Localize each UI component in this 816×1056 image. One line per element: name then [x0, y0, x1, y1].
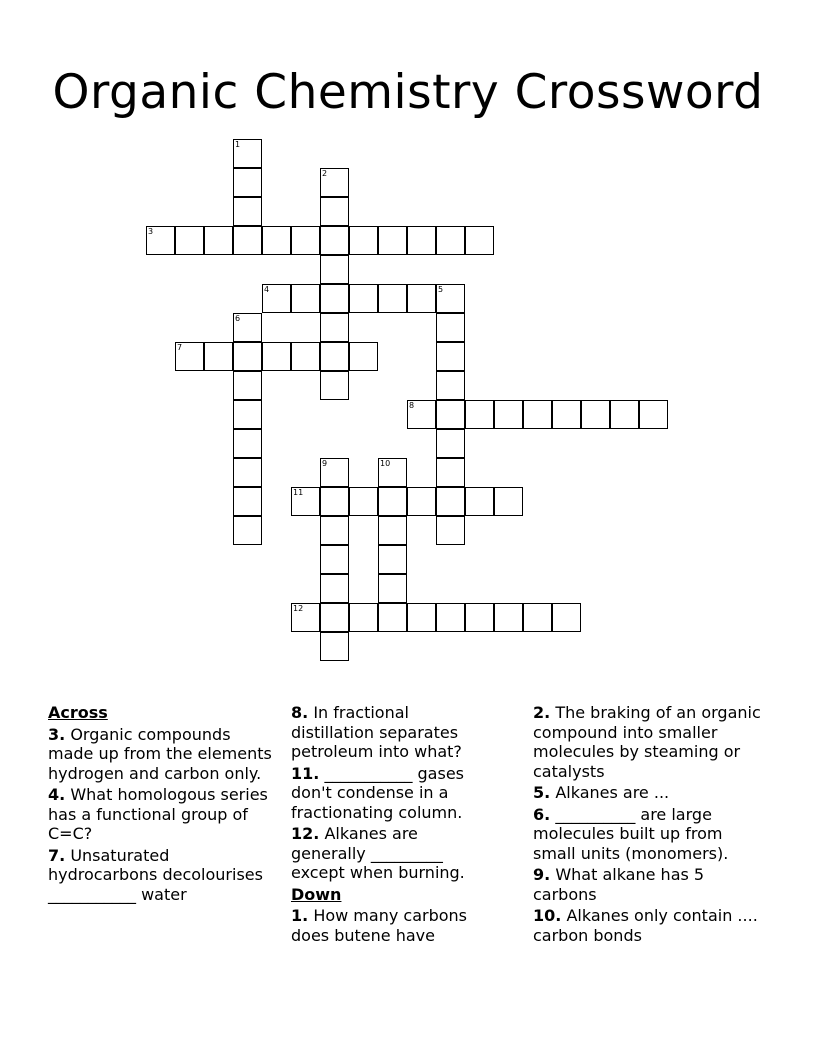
grid-cell[interactable] — [378, 487, 407, 516]
grid-cell[interactable] — [349, 487, 378, 516]
cell-number: 11 — [293, 488, 304, 497]
grid-cell[interactable] — [291, 603, 320, 632]
grid-cell[interactable] — [465, 603, 494, 632]
cell-number: 8 — [409, 401, 415, 410]
clue-across-8: 8. In fractional distillation separates petroleum into what? — [291, 703, 462, 761]
grid-cell[interactable] — [349, 603, 378, 632]
grid-cell[interactable] — [320, 284, 349, 313]
grid-cell[interactable] — [378, 458, 407, 487]
grid-cell[interactable] — [320, 487, 349, 516]
grid-cell[interactable] — [262, 284, 291, 313]
grid-cell[interactable] — [204, 342, 233, 371]
grid-cell[interactable] — [407, 487, 436, 516]
grid-cell[interactable] — [233, 342, 262, 371]
grid-cell[interactable] — [233, 197, 262, 226]
grid-cell[interactable] — [552, 603, 581, 632]
grid-cell[interactable] — [291, 342, 320, 371]
grid-cell[interactable] — [233, 429, 262, 458]
clues-column-3 — [533, 703, 763, 947]
grid-cell[interactable] — [523, 603, 552, 632]
cell-number: 9 — [322, 459, 328, 468]
grid-cell[interactable] — [320, 545, 349, 574]
cell-number: 6 — [235, 314, 241, 323]
clue-across-12: 12. Alkanes are generally _________ except when burning. — [291, 824, 465, 882]
grid-cell[interactable] — [639, 400, 668, 429]
cell-number: 3 — [148, 227, 154, 236]
grid-cell[interactable] — [436, 400, 465, 429]
grid-cell[interactable] — [494, 400, 523, 429]
grid-cell[interactable] — [320, 574, 349, 603]
grid-cell[interactable] — [320, 632, 349, 661]
grid-cell[interactable] — [378, 545, 407, 574]
grid-cell[interactable] — [465, 487, 494, 516]
grid-cell[interactable] — [378, 516, 407, 545]
cell-number: 2 — [322, 169, 328, 178]
grid-cell[interactable] — [436, 313, 465, 342]
grid-cell[interactable] — [378, 603, 407, 632]
grid-cell[interactable] — [291, 226, 320, 255]
grid-cell[interactable] — [436, 458, 465, 487]
cell-number: 10 — [380, 459, 391, 468]
cell-number: 7 — [177, 343, 183, 352]
grid-cell[interactable] — [436, 371, 465, 400]
grid-cell[interactable] — [349, 342, 378, 371]
grid-cell[interactable] — [407, 603, 436, 632]
grid-cell[interactable] — [378, 226, 407, 255]
grid-cell[interactable] — [494, 487, 523, 516]
grid-cell[interactable] — [349, 284, 378, 313]
grid-cell[interactable] — [320, 603, 349, 632]
clue-across-4: 4. What homologous series has a functional group of C=C? — [48, 785, 268, 843]
grid-cell[interactable] — [146, 226, 175, 255]
grid-cell[interactable] — [436, 226, 465, 255]
grid-cell[interactable] — [523, 400, 552, 429]
grid-cell[interactable] — [233, 313, 262, 342]
grid-cell[interactable] — [581, 400, 610, 429]
clue-down-2: 2. The braking of an organic compound into smaller molecules by steaming or catalysts — [533, 703, 761, 781]
grid-cell[interactable] — [465, 226, 494, 255]
grid-cell[interactable] — [262, 226, 291, 255]
grid-cell[interactable] — [436, 342, 465, 371]
grid-cell[interactable] — [610, 400, 639, 429]
clue-down-10: 10. Alkanes only contain .... carbon bonds — [533, 906, 758, 945]
grid-cell[interactable] — [233, 516, 262, 545]
clues-column-2 — [291, 703, 491, 947]
cell-number: 5 — [438, 285, 444, 294]
grid-cell[interactable] — [320, 197, 349, 226]
grid-cell[interactable] — [320, 168, 349, 197]
grid-cell[interactable] — [233, 168, 262, 197]
grid-cell[interactable] — [407, 226, 436, 255]
grid-cell[interactable] — [436, 487, 465, 516]
grid-cell[interactable] — [233, 487, 262, 516]
clue-down-5: 5. Alkanes are ... — [533, 783, 670, 802]
grid-cell[interactable] — [378, 574, 407, 603]
grid-cell[interactable] — [320, 516, 349, 545]
page-title: Organic Chemistry Crossword — [52, 65, 764, 121]
grid-cell[interactable] — [233, 139, 262, 168]
clue-down-6: 6. __________ are large molecules built up from small units (monomers). — [533, 804, 729, 863]
cell-number: 1 — [235, 140, 241, 149]
grid-cell[interactable] — [494, 603, 523, 632]
clue-across-11: 11. ___________ gases don't condense in a fractionating column. — [291, 763, 464, 822]
grid-cell[interactable] — [436, 516, 465, 545]
clue-across-7: 7. Unsaturated hydrocarbons decolourises ___________ water — [48, 845, 263, 904]
cell-number: 12 — [293, 604, 304, 613]
clues-column-1 — [48, 703, 276, 906]
grid-cell[interactable] — [436, 284, 465, 313]
grid-cell[interactable] — [320, 458, 349, 487]
grid-cell[interactable] — [552, 400, 581, 429]
cell-number: 4 — [264, 285, 270, 294]
grid-cell[interactable] — [262, 342, 291, 371]
grid-cell[interactable] — [233, 226, 262, 255]
across-header: Across — [48, 703, 108, 722]
grid-cell[interactable] — [349, 226, 378, 255]
grid-cell[interactable] — [436, 603, 465, 632]
grid-cell[interactable] — [320, 255, 349, 284]
grid-cell[interactable] — [378, 284, 407, 313]
grid-cell[interactable] — [465, 400, 494, 429]
down-header: Down — [291, 884, 342, 904]
grid-cell[interactable] — [320, 371, 349, 400]
grid-cell[interactable] — [175, 342, 204, 371]
grid-cell[interactable] — [233, 400, 262, 429]
grid-cell[interactable] — [320, 342, 349, 371]
grid-cell[interactable] — [291, 284, 320, 313]
grid-cell[interactable] — [407, 284, 436, 313]
grid-cell[interactable] — [320, 226, 349, 255]
clue-across-3: 3. Organic compounds made up from the elements hydrogen and carbon only. — [48, 724, 272, 783]
grid-cell[interactable] — [320, 313, 349, 342]
clue-down-1: 1. How many carbons does butene have — [291, 906, 467, 945]
grid-cell[interactable] — [436, 429, 465, 458]
grid-cell[interactable] — [204, 226, 233, 255]
grid-cell[interactable] — [233, 371, 262, 400]
grid-cell[interactable] — [407, 400, 436, 429]
clue-down-9: 9. What alkane has 5 carbons — [533, 865, 705, 904]
grid-cell[interactable] — [291, 487, 320, 516]
grid-cell[interactable] — [175, 226, 204, 255]
grid-cell[interactable] — [233, 458, 262, 487]
